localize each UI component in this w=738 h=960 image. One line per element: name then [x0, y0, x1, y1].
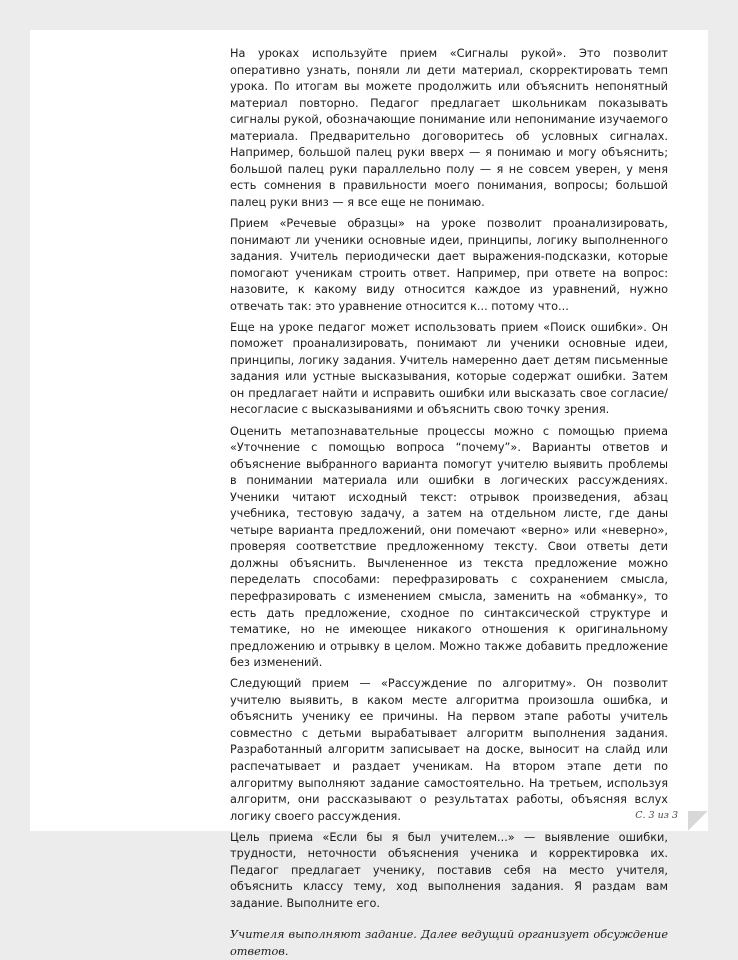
page-number: С. 3 из 3 — [635, 810, 678, 821]
paragraph-if-i-were-teacher: Цель приема «Если бы я был учителем...» — выявление ошибки, трудности, неточности объяснения ученика и корректировка их. Педагог предлагает ученику, поставив себя на место учителя, объяснить классу тему, ход выполнения задания. Я раздам вам задание. Выполните его. — [230, 830, 668, 910]
paragraph-speech-patterns: Прием «Речевые образцы» на уроке позволит проанализировать, понимают ли ученики основные идеи, принципы, логику выполненного задания. Учитель периодически дает выражения-подсказки, которые помогают ученикам строить ответ. Например, при ответе на вопрос: назовите, к какому виду относится каждое из уравнений, нужно отвечать так: это уравнение относится к... потому что... — [230, 216, 668, 313]
page-corner-fold — [688, 811, 708, 831]
document-page — [30, 30, 708, 959]
paragraph-why-question: Оценить метапознавательные процессы можно с помощью приема «Уточнение с помощью вопроса “почему”». Варианты ответов и объяснение выбранного варианта помогут учителю выявить проблемы в понимании материала или ошибки в логических рассуждениях. Ученики читают исходный текст: отрывок произведения, абзац учебника, тестовую задачу, а затем на отдельном листе, где даны четыре варианта предложений, они помечают «верно» или «неверно», проверяя соответствие предложенному тексту. Свои ответы дети должны объяснить. Вычлененное из текста предложение можно переделать способами: перефразировать с сохранением смысла, перефразировать с изменением смысла, заменить на «обманку», то есть дать предложение, сходное по синтаксической структуре и тематике, но не имеющее никакого отношения к оригинальному предложению и отрывку в целом. Можно также добавить предложение без изменений. — [230, 424, 668, 670]
paragraph-hand-signals: На уроках используйте прием «Сигналы рукой». Это позволит оперативно узнать, поняли ли дети материал, скорректировать темп урока. По итогам вы можете продолжить или объяснить непонятный материал повторно. Педагог предлагает школьникам показывать сигналы рукой, обозначающие понимание или непонимание изучаемого материала. Предварительно договоритесь об условных сигналах. Например, большой палец руки вверх — я понимаю и могу объяснить; большой палец руки параллельно полу — я не совсем уверен, у меня есть сомнения в правильности моего понимания, вопросы; большой палец руки вниз — я все еще не понимаю. — [230, 47, 668, 209]
italic-note: Учителя выполняют задание. Далее ведущий организует обсуждение ответов. — [230, 928, 668, 959]
paragraph-error-search: Еще на уроке педагог может использовать прием «Поиск ошибки». Он поможет проанализировать, понимают ли ученики основные идеи, принципы, логику задания. Учитель намеренно дает детям письменные задания или устные высказывания, которые содержат ошибки. Затем он предлагает найти и исправить ошибки или высказать свое согласие/несогласие с высказываниями и объяснить свою точку зрения. — [230, 320, 668, 417]
paragraph-algorithm-reasoning: Следующий прием — «Рассуждение по алгоритму». Он позволит учителю выявить, в каком месте алгоритма произошла ошибка, и объяснить ученику ее причины. На первом этапе работы учитель совместно с детьми вырабатывает алгоритм выполнения задания. Разработанный алгоритм записывает на доске, выносит на слайд или распечатывает и раздает ученикам. На втором этапе дети по алгоритму выполняют задание самостоятельно. На третьем, используя алгоритм, они рассказывают о результатах работы, объясняя вслух логику своего рассуждения. — [230, 677, 668, 823]
document-body — [230, 46, 668, 960]
